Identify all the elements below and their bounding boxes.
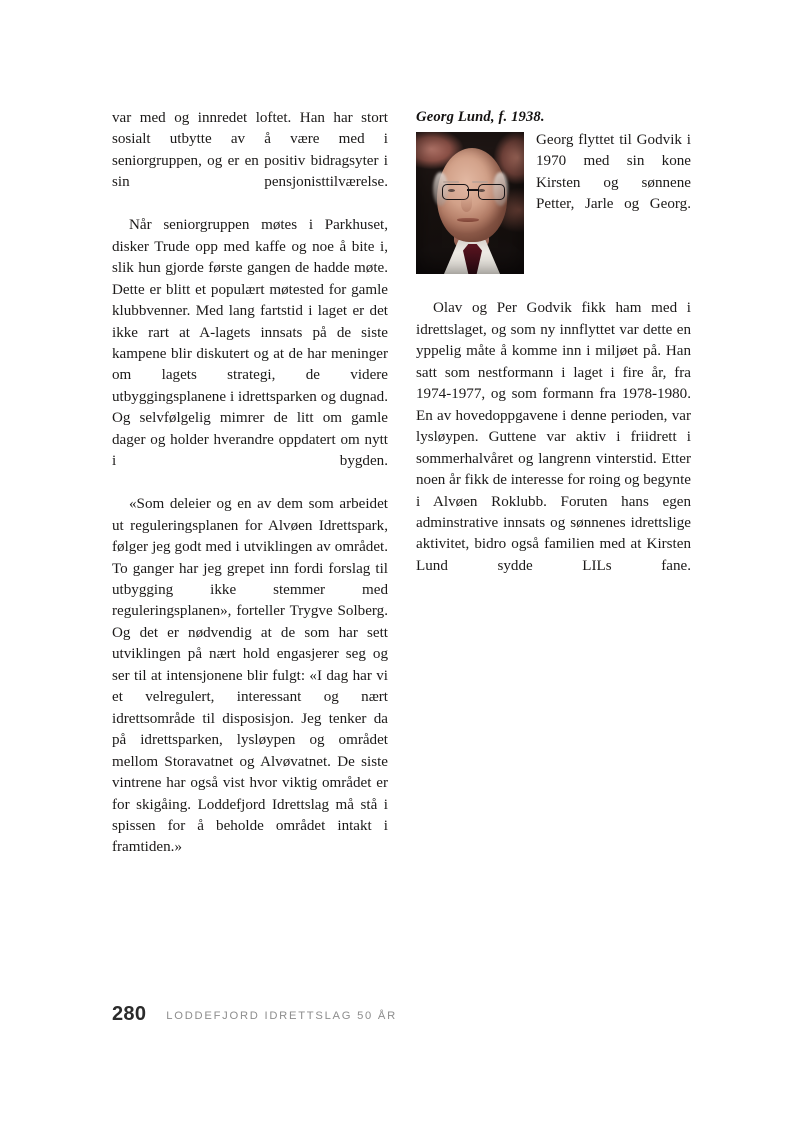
running-head: LODDEFJORD IDRETTSLAG 50 ÅR [166, 1010, 397, 1022]
glasses-bridge [467, 189, 478, 191]
page-number: 280 [112, 1003, 147, 1025]
mouth-shape [457, 218, 479, 222]
left-text-column [112, 108, 388, 880]
right-text-column [416, 108, 691, 599]
bio-heading: Georg Lund, f. 1938. [416, 109, 545, 125]
paragraph-continuation: var med og innredet loftet. Han har stort sosialt utbytte av å være med i seniorgruppen, og er en positiv bidragsyter i sin pensjonisttilværelse. [112, 110, 388, 191]
paragraph-olav-per-godvik: Olav og Per Godvik fikk ham med i idrettslaget, og som ny innflyttet var dette en yppelig måte å komme inn i miljøet på. Han satt som nestformann i laget i fire år, fra 1974-1977, og som formann fra 1978-1980. En av hovedoppgavene i denne perioden, var lysløypen. Guttene var aktiv i friidrett i sommerhalvåret og langrenn vinterstid. Etter noen år fikk de interesse for roing og begynte i Alvøen Roklubb. Foruten hans egen adminstrative innsats og sønnenes idrettslige aktivitet, bidro også familien med at Kirsten Lund sydde LILs fane. [416, 300, 691, 574]
paragraph-quote-solberg: «Som deleier og en av dem som arbeidet ut reguleringsplanen for Alvøen Idrettspark, følger jeg godt med i utviklingen av området. To ganger har jeg grepet inn fordi forslag til utbygging ikke stemmer med reguleringsplanen», forteller Trygve Solberg. Og det er nødvendig at de som har sett utviklingen på nært hold engasjerer seg og ser til at intensjonene blir fulgt: «I dag har vi et velregulert, interessant og nært idrettsområde til disposisjon. Jeg tenker da på idrettsparken, lysløypen og området mellom Storavatnet og Alvøvatnet. De siste vintrene har også vist hvor viktig området er for skigåing. Loddefjord Idrettslag må stå i spissen for å beholde området intakt i framtiden.» [112, 496, 388, 856]
glasses-icon [440, 184, 506, 199]
nose-shape [461, 196, 472, 212]
page-footer [112, 1003, 397, 1026]
paragraph-georg-flyttet: Georg flyttet til Godvik i 1970 med sin kone Kirsten og sønnene Petter, Jarle og Georg. [536, 132, 691, 213]
glasses-lens-right [478, 184, 505, 200]
portrait-photo-georg-lund [416, 132, 524, 274]
eyebrow-right-shape [472, 181, 488, 183]
paragraph-seniorgruppen: Når seniorgruppen møtes i Parkhuset, disker Trude opp med kaffe og noe å bite i, slik hun gjorde første gangen de hadde møte. Dette er blitt et populært møtested for gamle klubbvenner. Med lang fartstid i laget er det ikke rart at A-lagets innsats på de siste kampene blir diskutert og at de har meninger om lagets strategi, de videre utbyggingsplanene i idrettsparken og dugnad. Og selvfølgelig mimrer de litt om gamle dager og holder hverandre oppdatert om nytt i bygden. [112, 217, 388, 470]
eyebrow-left-shape [443, 181, 459, 183]
